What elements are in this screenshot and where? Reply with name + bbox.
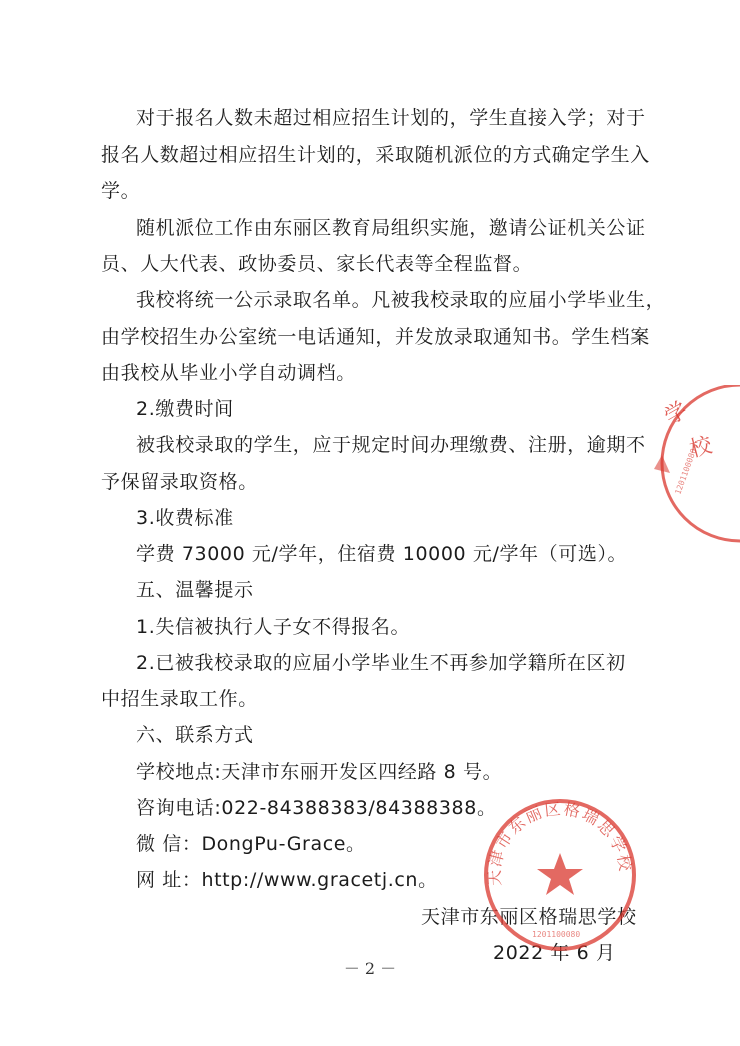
body-line-8: 由我校从毕业小学自动调档。: [101, 362, 356, 384]
body-line-1: 对于报名人数未超过相应招生计划的，学生直接入学；对于: [136, 107, 646, 129]
svg-text:1201100080: 1201100080: [673, 447, 699, 496]
section-heading-fee-standard: 3.收费标准: [136, 507, 234, 529]
tip-2-cont: 中招生录取工作。: [101, 688, 258, 710]
contact-address: 学校地点:天津市东丽开发区四经路 8 号。: [136, 761, 503, 783]
body-line-7: 由学校招生办公室统一电话通知，并发放录取通知书。学生档案: [101, 326, 650, 348]
signature-school-name: 天津市东丽区格瑞思学校: [421, 906, 637, 928]
contact-website: 网 址：http://www.gracetj.cn。: [136, 869, 438, 891]
svg-text:天津市东丽区格瑞思学校: 天津市东丽区格瑞思学校: [484, 799, 636, 887]
svg-text:1201100080: 1201100080: [532, 930, 581, 939]
contact-phone: 咨询电话:022-84388383/84388388。: [136, 797, 497, 819]
tip-2: 2.已被我校录取的应届小学毕业生不再参加学籍所在区初: [136, 652, 626, 674]
body-line-11: 予保留录取资格。: [101, 471, 258, 493]
section-heading-contact: 六、联系方式: [136, 724, 254, 746]
body-line-5: 员、人大代表、政协委员、家长代表等全程监督。: [101, 253, 533, 275]
section-heading-tips: 五、温馨提示: [136, 579, 254, 601]
page-number: － 2 －: [343, 959, 397, 978]
body-line-fees: 学费 73000 元/学年，住宿费 10000 元/学年（可选）。: [136, 543, 628, 565]
svg-text:学: 学: [660, 397, 693, 431]
svg-text:校: 校: [687, 432, 715, 463]
body-line-4: 随机派位工作由东丽区教育局组织实施，邀请公证机关公证: [136, 217, 646, 239]
body-line-6: 我校将统一公示录取名单。凡被我校录取的应届小学毕业生，: [136, 289, 666, 311]
section-heading-payment-time: 2.缴费时间: [136, 398, 234, 420]
tip-1: 1.失信被执行人子女不得报名。: [136, 616, 411, 638]
body-line-2: 报名人数超过相应招生计划的，采取随机派位的方式确定学生入: [101, 144, 650, 166]
school-seal: [480, 795, 640, 955]
contact-wechat: 微 信：DongPu-Grace。: [136, 833, 366, 855]
signature-date: 2022 年 6 月: [493, 942, 616, 964]
partial-seal-right: [640, 385, 740, 545]
body-line-10: 被我校录取的学生，应于规定时间办理缴费、注册，逾期不: [136, 434, 646, 456]
body-line-3: 学。: [101, 180, 141, 202]
